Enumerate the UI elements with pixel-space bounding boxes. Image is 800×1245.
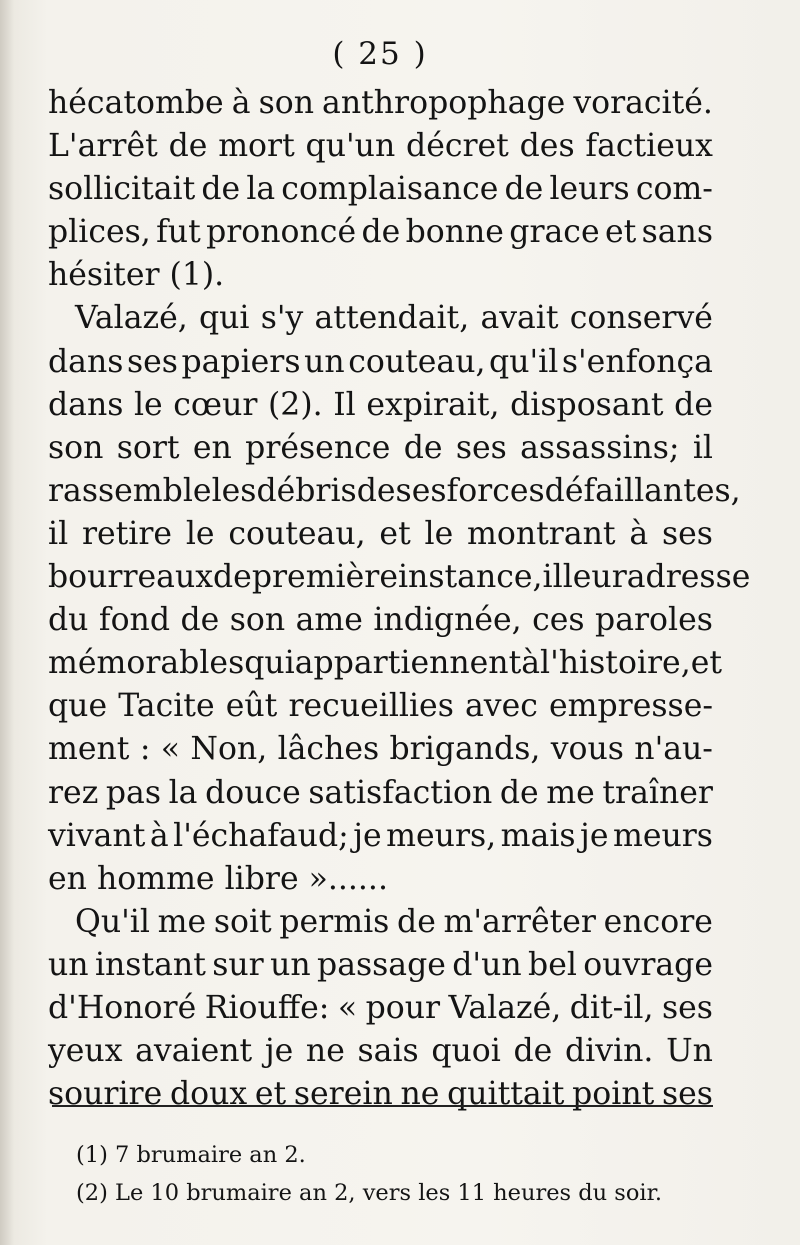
footnote-1: (1) 7 brumaire an 2. bbox=[76, 1142, 306, 1168]
text-line: dans ses papiers un couteau, qu'il s'enfonça bbox=[48, 343, 713, 380]
text-line: plices, fut prononcé de bonne grace et sans bbox=[48, 214, 713, 251]
text-line: hésiter (1). bbox=[48, 257, 225, 294]
text-line: son sort en présence de ses assassins; il bbox=[48, 429, 713, 466]
text-line: un instant sur un passage d'un bel ouvrage bbox=[48, 946, 713, 983]
text-line: rez pas la douce satisfaction de me traîner bbox=[48, 774, 713, 811]
text-line: d'Honoré Riouffe: « pour Valazé, dit-il, ses bbox=[48, 989, 713, 1026]
text-line: vivant à l'échafaud; je meurs, mais je meurs bbox=[48, 817, 713, 854]
footnotes bbox=[76, 1136, 716, 1212]
body-text bbox=[48, 82, 751, 1116]
text-line: mémorables qui appartiennent à l'histoire, et bbox=[48, 645, 723, 682]
page-number: ( 25 ) bbox=[332, 36, 428, 72]
text-line: yeux avaient je ne sais quoi de divin. Un bbox=[48, 1033, 713, 1070]
text-line: hécatombe à son anthropophage voracité. bbox=[48, 85, 713, 121]
text-line: en homme libre »...... bbox=[48, 860, 388, 897]
text-line: Valazé, qui s'y attendait, avait conservé bbox=[75, 300, 713, 337]
text-line: il retire le couteau, et le montrant à ses bbox=[48, 515, 713, 552]
text-line: bourreaux de première instance, il leur adresse bbox=[48, 559, 751, 596]
text-line: ment : « Non, lâches brigands, vous n'au- bbox=[48, 731, 713, 768]
footnote-2: (2) Le 10 brumaire an 2, vers les 11 heures du soir. bbox=[76, 1180, 663, 1206]
text-line: du fond de son ame indignée, ces paroles bbox=[48, 602, 713, 639]
text-line: sourire doux et serein ne quittait point ses bbox=[48, 1076, 713, 1113]
text-line: rassemble les débris de ses forces défaillantes, bbox=[48, 472, 741, 509]
text-line: sollicitait de la complaisance de leurs com- bbox=[48, 171, 713, 208]
text-line: dans le cœur (2). Il expirait, disposant de bbox=[48, 386, 713, 423]
text-line: Qu'il me soit permis de m'arrêter encore bbox=[75, 903, 713, 940]
text-line: que Tacite eût recueillies avec empresse- bbox=[48, 688, 713, 725]
text-line: L'arrêt de mort qu'un décret des factieux bbox=[48, 128, 713, 165]
page-edge-shadow bbox=[0, 0, 14, 1245]
footnote-rule bbox=[52, 1105, 713, 1107]
